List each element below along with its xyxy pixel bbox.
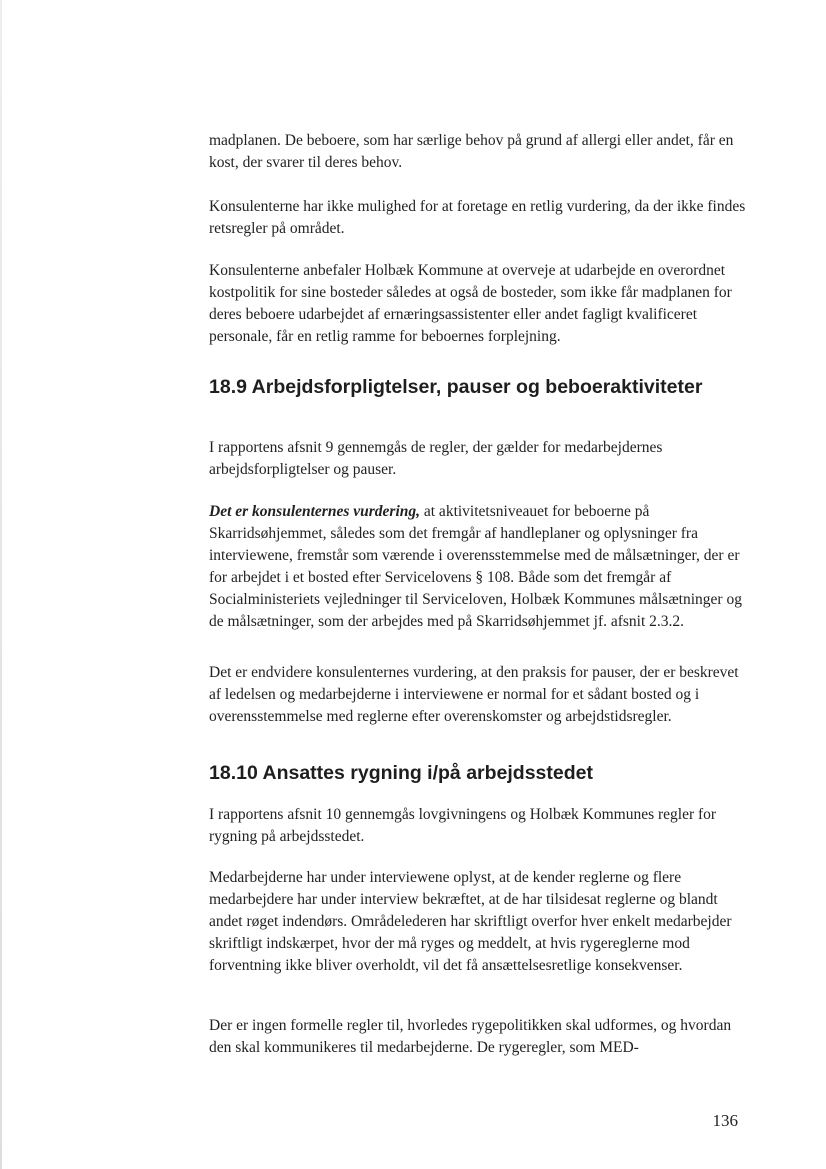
paragraph-18-10-intro: I rapportens afsnit 10 gennemgås lovgivningens og Holbæk Kommunes regler for rygning på arbejdsstedet. [209, 806, 717, 845]
paragraph-anbefaling: Konsulenterne anbefaler Holbæk Kommune at overveje at udarbejde en overordnet kostpolitik for sine bosteder således at også de bosteder, som ikke får madplanen for deres beboere udarbejdet af ernæringsassistenter eller andet fagligt kvalificeret personale, får en retlig ramme for beboernes forplejning. [209, 262, 732, 345]
paragraph-18-9-pauser: Det er endvidere konsulenternes vurdering, at den praksis for pauser, der er beskrevet af ledelsen og medarbejderne i interviewene er normal for et sådant bosted og i overensstemmelse med reglerne efter overenskomster og arbejdstidsregler. [209, 664, 739, 725]
paragraph-18-9-vurdering [209, 501, 749, 633]
paragraph-retlig-vurdering: Konsulenterne har ikke mulighed for at foretage en retlig vurdering, da der ikke findes retsregler på området. [209, 198, 746, 237]
paragraph-madplanen: madplanen. De beboere, som har særlige behov på grund af allergi eller andet, får en kost, der svarer til deres behov. [209, 132, 734, 171]
paragraph-18-9-intro: I rapportens afsnit 9 gennemgås de regler, der gælder for medarbejdernes arbejdsforpligtelser og pauser. [209, 439, 663, 478]
heading-18-10: 18.10 Ansattes rygning i/på arbejdsstedet [209, 762, 593, 784]
page-number: 136 [712, 1111, 738, 1130]
paragraph-18-10-rygepolitik: Der er ingen formelle regler til, hvorledes rygepolitikken skal udformes, og hvordan den skal kommunikeres til medarbejderne. De rygeregler, som MED- [209, 1017, 732, 1056]
emphasis-vurdering: Det er konsulenternes vurdering, [209, 503, 420, 520]
scan-edge [0, 0, 2, 1169]
paragraph-18-10-interviews: Medarbejderne har under interviewene oplyst, at de kender reglerne og flere medarbejdere har under interview bekræftet, at de har tilsidesat reglerne og blandt andet røget indendørs. Områdelederen har skriftligt overfor hver enkelt medarbejder skriftligt indskærpet, hvor der må ryges og meddelt, at hvis rygereglerne mod forventning ikke bliver overholdt, vil det få ansættelsesretlige konsekvenser. [209, 869, 732, 974]
heading-18-9: 18.9 Arbejdsforpligtelser, pauser og beboeraktiviteter [209, 376, 703, 398]
paragraph-18-9-vurdering-text: at aktivitetsniveauet for beboerne på Skarridsøhjemmet, således som det fremgår af handleplaner og oplysninger fra interviewene, fremstår som værende i overensstemmelse med de målsætninger, der er for arbejdet i et bosted efter Servicelovens § 108. Både som det fremgår af Socialministeriets vejledninger til Serviceloven, Holbæk Kommunes målsætninger og de målsætninger, som der arbejdes med på Skarridsøhjemmet jf. afsnit 2.3.2. [209, 503, 742, 630]
